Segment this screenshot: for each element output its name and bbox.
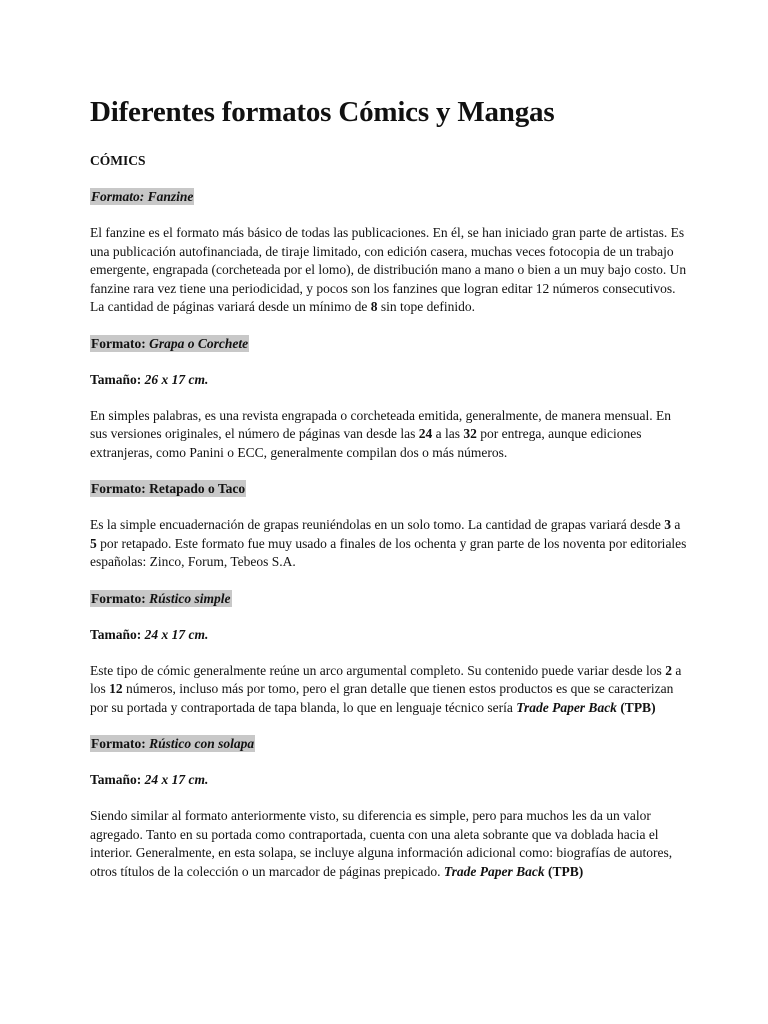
paragraph-grapa xyxy=(90,407,690,463)
rustico-simple-size-label: Tamaño: xyxy=(90,626,145,642)
rustico-solapa-tpb: Trade Paper Back xyxy=(443,863,545,879)
rustico-simple-tpb: Trade Paper Back xyxy=(516,699,617,715)
size-rustico-simple xyxy=(90,626,690,644)
size-rustico-solapa xyxy=(90,771,690,789)
format-fanzine-label: Formato: Fanzine xyxy=(91,189,194,204)
fanzine-text-1: El fanzine es el formato más básico de todas las publicaciones. En él, se han iniciado gran parte de artistas. Es una publicación autofinanciada, de tiraje limitado, con edición casera, muchas veces fotocopia de un trabajo emergente, engrapada (corcheteada por el lomo), de distribución mano a mano o bien a un muy bajo costo. Un fanzine rara vez tiene una periodicidad, y pocos son los fanzines que logran editar 12 números consecutivos. La cantidad de páginas variará desde un mínimo de xyxy=(90,225,687,314)
format-heading-grapa xyxy=(90,335,690,353)
fanzine-min-pages: 8 xyxy=(370,299,378,314)
rustico-solapa-name: Rústico con solapa xyxy=(149,736,255,751)
rustico-solapa-tpb-abbr: (TPB) xyxy=(544,863,584,879)
retapado-text-3: por retapado. Este formato fue muy usado a finales de los ochenta y gran parte de los noventa por editoriales españolas: Zinco, Forum, Tebeos S.A. xyxy=(90,535,687,569)
rustico-solapa-text-1: Siendo similar al formato anteriormente visto, su diferencia es simple, pero para muchos les da un valor agregado. Tanto en su portada como contraportada, cuenta con una aleta sobrante que va doblada hacia el interior. Generalmente, en esta solapa, se incluye alguna información adicional como: biografías de autores, otros títulos de la colección o un marcador de páginas prepicado. xyxy=(90,808,673,879)
format-heading-rustico-solapa xyxy=(90,735,690,753)
rustico-solapa-size-value: 24 x 17 cm. xyxy=(144,772,209,787)
grapa-from: 24 xyxy=(418,426,433,441)
size-grapa xyxy=(90,371,690,389)
grapa-text-2: a las xyxy=(432,426,464,441)
grapa-to: 32 xyxy=(463,426,477,441)
rustico-simple-size-value: 24 x 17 cm. xyxy=(144,626,209,642)
rustico-simple-label: Formato: xyxy=(91,590,150,606)
rustico-simple-tpb-abbr: (TPB) xyxy=(616,699,656,715)
rustico-simple-text-3: números, incluso más por tomo, pero el gran detalle que tienen estos productos es que se caracterizan por su portada y contraportada de tapa blanda, lo que en lenguaje técnico sería xyxy=(90,681,674,715)
rustico-simple-to: 12 xyxy=(109,681,123,696)
rustico-simple-text-1: Este tipo de cómic generalmente reúne un arco argumental completo. Su contenido puede variar desde los xyxy=(90,662,666,678)
page-title: Diferentes formatos Cómics y Mangas xyxy=(90,96,555,128)
format-heading-retapado xyxy=(90,480,690,498)
paragraph-retapado xyxy=(90,516,690,572)
grapa-text-3: por entrega, aunque ediciones extranjeras, como Panini o ECC, generalmente compilan dos o más números. xyxy=(90,426,642,460)
document-page xyxy=(90,94,690,899)
paragraph-rustico-simple xyxy=(90,662,690,718)
retapado-to: 5 xyxy=(90,535,97,551)
rustico-simple-text-2: a los xyxy=(90,662,682,696)
fanzine-text-2: sin tope definido. xyxy=(377,299,476,314)
grapa-size-value: 26 x 17 cm. xyxy=(144,371,209,387)
rustico-simple-name: Rústico simple xyxy=(149,590,231,606)
retapado-from: 3 xyxy=(664,517,672,532)
paragraph-fanzine xyxy=(90,224,690,317)
section-heading-comics: CÓMICS xyxy=(90,153,146,168)
format-heading-fanzine xyxy=(90,188,690,206)
retapado-label: Formato: Retapado o Taco xyxy=(91,481,246,496)
grapa-label: Formato: xyxy=(91,335,150,351)
retapado-text-1: Es la simple encuadernación de grapas reuniéndolas en un solo tomo. La cantidad de grapas variará desde xyxy=(90,517,665,532)
grapa-name: Grapa o Corchete xyxy=(149,335,249,351)
paragraph-rustico-solapa xyxy=(90,807,690,881)
rustico-simple-from: 2 xyxy=(665,662,672,678)
format-heading-rustico-simple xyxy=(90,590,690,608)
rustico-solapa-label: Formato: xyxy=(91,736,150,751)
retapado-text-2: a xyxy=(671,517,681,532)
grapa-size-label: Tamaño: xyxy=(90,371,145,387)
grapa-text-1: En simples palabras, es una revista engrapada o corcheteada emitida, generalmente, de manera mensual. En sus versiones originales, el número de páginas van desde las xyxy=(90,407,672,441)
rustico-solapa-size-label: Tamaño: xyxy=(90,772,145,787)
